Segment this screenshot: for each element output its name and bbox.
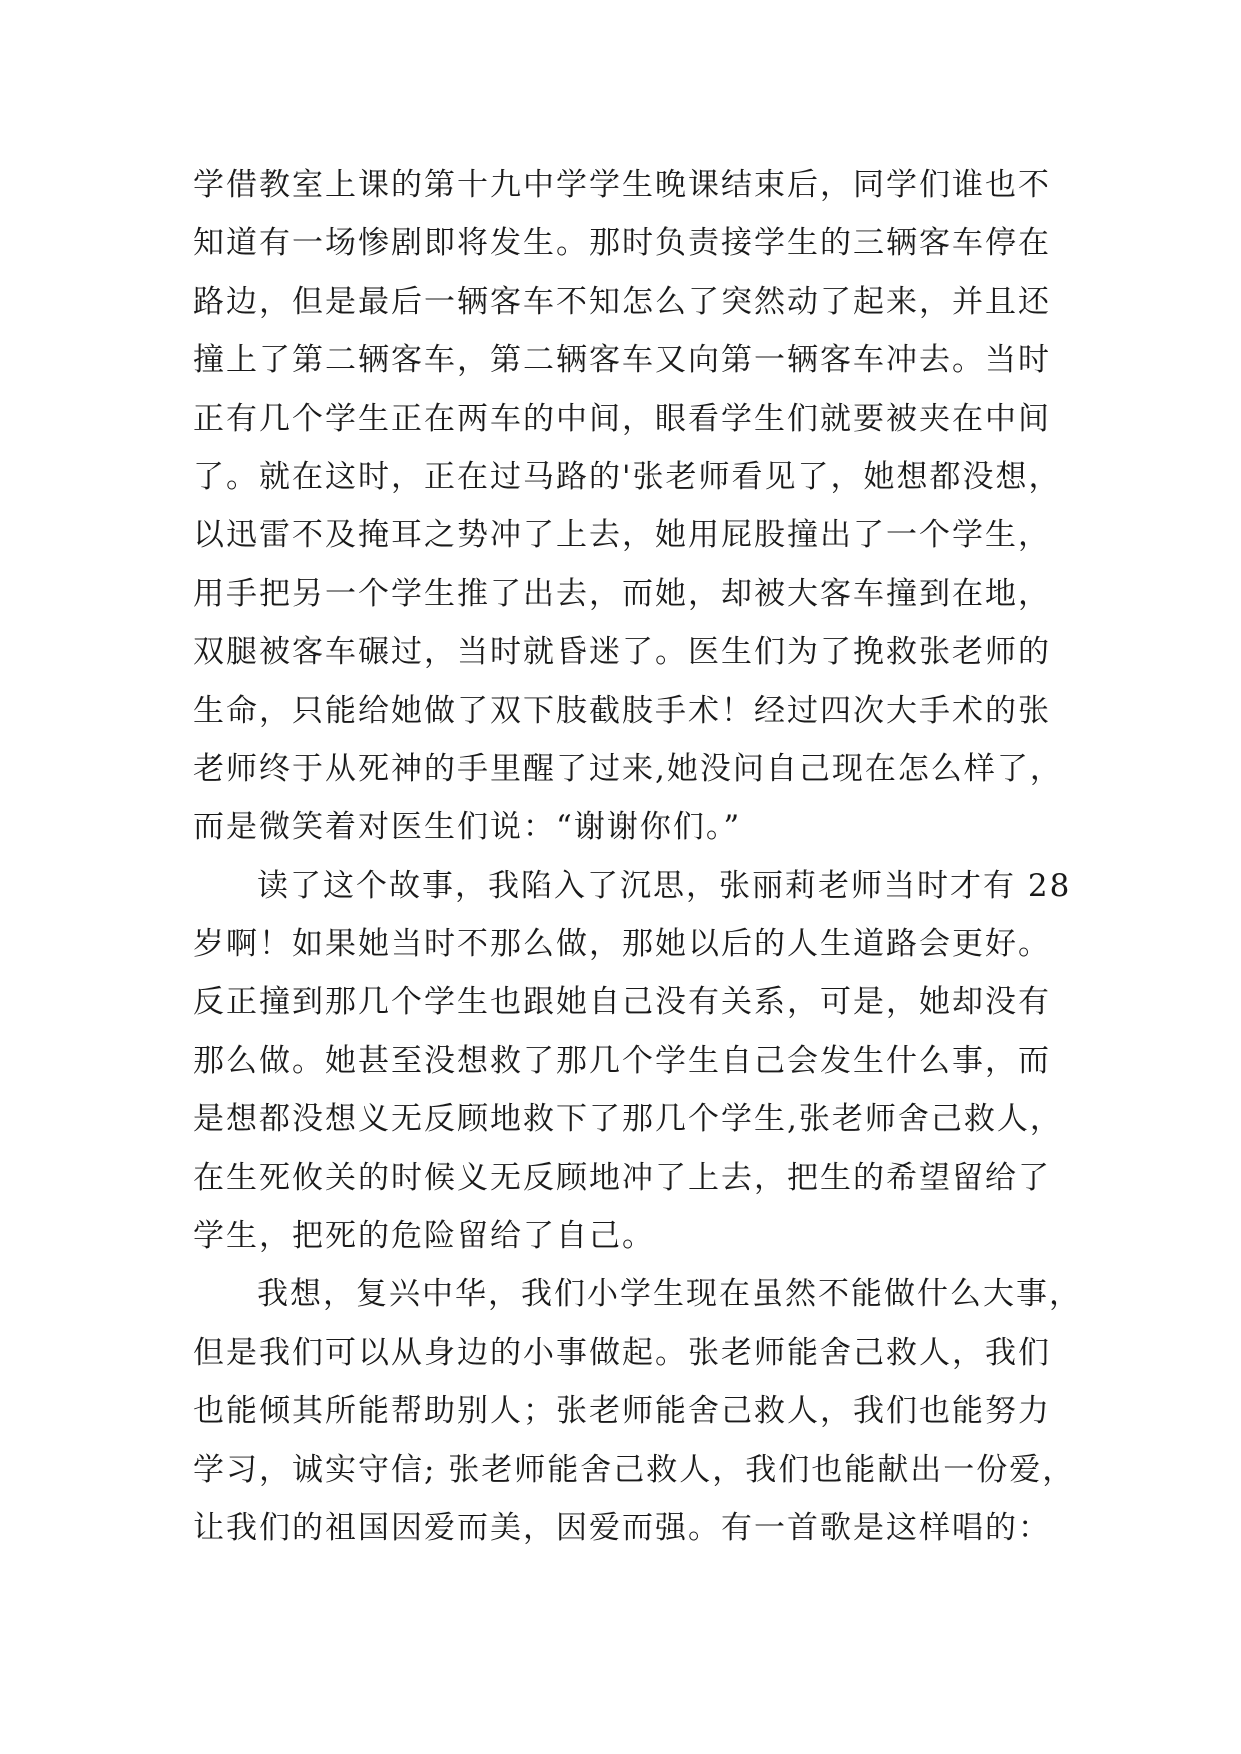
text-line: 以迅雷不及掩耳之势冲了上去，她用屁股撞出了一个学生， [193,517,1051,554]
text-line: 也能倾其所能帮助别人；张老师能舍己救人，我们也能努力 [193,1393,1051,1430]
text-line: 用手把另一个学生推了出去，而她，却被大客车撞到在地， [193,575,1051,612]
text-line: 是想都没想义无反顾地救下了那几个学生,张老师舍己救人， [193,1101,1063,1138]
text-line: 正有几个学生正在两车的中间，眼看学生们就要被夹在中间 [193,400,1051,437]
text-line: 生命，只能给她做了双下肢截肢手术！经过四次大手术的张 [193,692,1051,729]
text-line: 老师终于从死神的手里醒了过来,她没问自己现在怎么样了， [193,750,1063,787]
text-line: 学习，诚实守信; 张老师能舍己救人，我们也能献出一份爱， [193,1451,1076,1488]
paragraph-first-line: 读了这个故事，我陷入了沉思，张丽莉老师当时才有 28 [257,867,1072,904]
text-line: 而是微笑着对医生们说：“谢谢你们。” [193,809,742,846]
text-line: 双腿被客车碾过，当时就昏迷了。医生们为了挽救张老师的 [193,634,1051,671]
text-line: 那么做。她甚至没想救了那几个学生自己会发生什么事，而 [193,1042,1051,1079]
text-line: 撞上了第二辆客车，第二辆客车又向第一辆客车冲去。当时 [193,342,1051,379]
text-line: 学生，把死的危险留给了自己。 [193,1218,655,1255]
text-line: 反正撞到那几个学生也跟她自己没有关系，可是，她却没有 [193,984,1051,1021]
text-line: 但是我们可以从身边的小事做起。张老师能舍己救人，我们 [193,1334,1051,1371]
text-line: 了。就在这时，正在过马路的'张老师看见了，她想都没想， [193,458,1062,495]
text-line: 知道有一场惨剧即将发生。那时负责接学生的三辆客车停在 [193,225,1051,262]
text-line: 路边，但是最后一辆客车不知怎么了突然动了起来，并且还 [193,283,1051,320]
document-body [193,156,1082,1557]
paragraph-first-line: 我想，复兴中华，我们小学生现在虽然不能做什么大事， [257,1276,1082,1313]
text-line: 让我们的祖国因爱而美，因爱而强。有一首歌是这样唱的： [193,1509,1051,1546]
text-line: 学借教室上课的第十九中学学生晚课结束后，同学们谁也不 [193,167,1051,203]
text-line: 在生死攸关的时候义无反顾地冲了上去，把生的希望留给了 [193,1159,1051,1196]
text-line: 岁啊！如果她当时不那么做，那她以后的人生道路会更好。 [193,926,1051,963]
